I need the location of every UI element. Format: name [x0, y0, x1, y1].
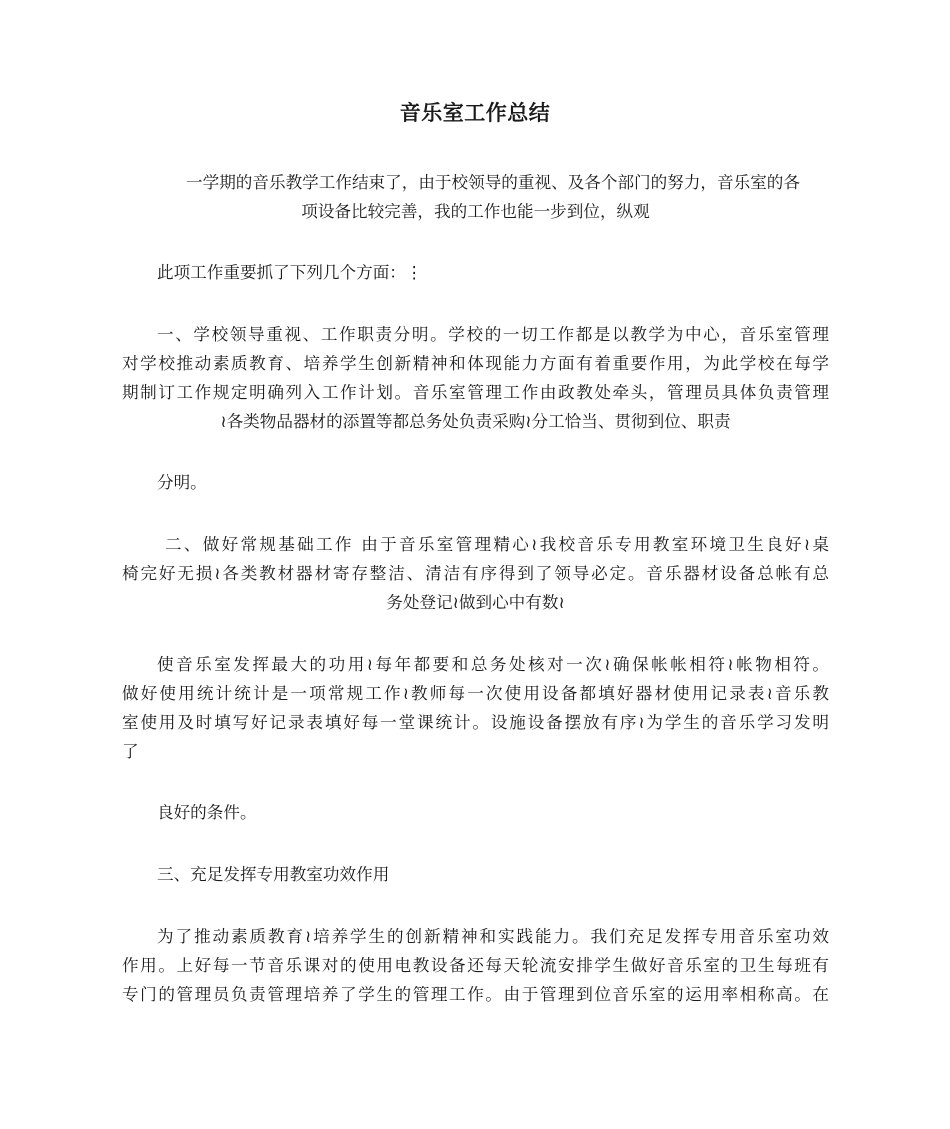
intro-paragraph — [122, 168, 829, 226]
section-two-paragraph — [122, 530, 829, 617]
text-line: 使音乐室发挥最大的功用≀每年都要和总务处核对一次≀确保帐帐相符≀帐物相符。 — [157, 655, 829, 674]
section-three-paragraph — [122, 922, 829, 1009]
text-line: 对学校推动素质教育、培养学生创新精神和体现能力方面有着重要作用，为此学校在每学 — [122, 354, 829, 373]
text-line: 椅完好无损≀各类教材器材寄存整洁、清洁有序得到了领导必定。音乐器材设备总帐有总 — [122, 564, 829, 583]
text-line: 为了推动素质教育≀培养学生的创新精神和实践能力。我们充足发挥专用音乐室功效 — [157, 927, 829, 946]
text-line: 作用。上好每一节音乐课对的使用电教设备还每天轮流安排学生做好音乐室的卫生每班有 — [122, 956, 829, 975]
section-one-paragraph — [122, 320, 829, 436]
text-line: 一学期的音乐教学工作结束了，由于校领导的重视、及各个部门的努力，音乐室的各 — [186, 173, 800, 192]
text-line: 务处登记≀做到心中有数≀ — [386, 593, 565, 612]
aspects-paragraph — [122, 258, 829, 287]
text-line: 一、学校领导重视、工作职责分明。学校的一切工作都是以教学为中心，音乐室管理 — [157, 325, 829, 344]
text-line: 分明。 — [157, 473, 207, 492]
text-line: 室使用及时填写好记录表填好每一堂课统计。设施设备摆放有序≀为学生的音乐学习发明 — [122, 713, 829, 732]
text-line: 此项工作重要抓了下列几个方面：⋮ — [157, 263, 423, 282]
section-three-heading — [122, 860, 829, 889]
text-line: 三、充足发挥专用教室功效作用 — [157, 865, 390, 884]
text-line: 期制订工作规定明确列入工作计划。音乐室管理工作由政教处牵头，管理员具体负责管理 — [122, 383, 829, 402]
text-line: 专门的管理员负责管理培养了学生的管理工作。由于管理到位音乐室的运用率相称高。在 — [122, 985, 829, 1004]
section-one-tail — [122, 468, 829, 497]
section-two-tail — [122, 798, 829, 827]
text-line: 二、做好常规基础工作 由于音乐室管理精心≀我校音乐专用教室环境卫生良好≀桌 — [165, 535, 829, 554]
text-line: 做好使用统计统计是一项常规工作≀教师每一次使用设备都填好器材使用记录表≀音乐教 — [122, 684, 829, 703]
text-line: 项设备比较完善，我的工作也能一步到位，纵观 — [301, 202, 650, 221]
section-two-continued — [122, 650, 829, 766]
text-line: 良好的条件。 — [157, 803, 257, 822]
text-line: 了 — [122, 742, 139, 761]
text-line: ≀各类物品器材的添置等都总务处负责采购≀分工恰当、贯彻到位、职责 — [220, 412, 731, 431]
document-title: 音乐室工作总结 — [399, 101, 551, 125]
